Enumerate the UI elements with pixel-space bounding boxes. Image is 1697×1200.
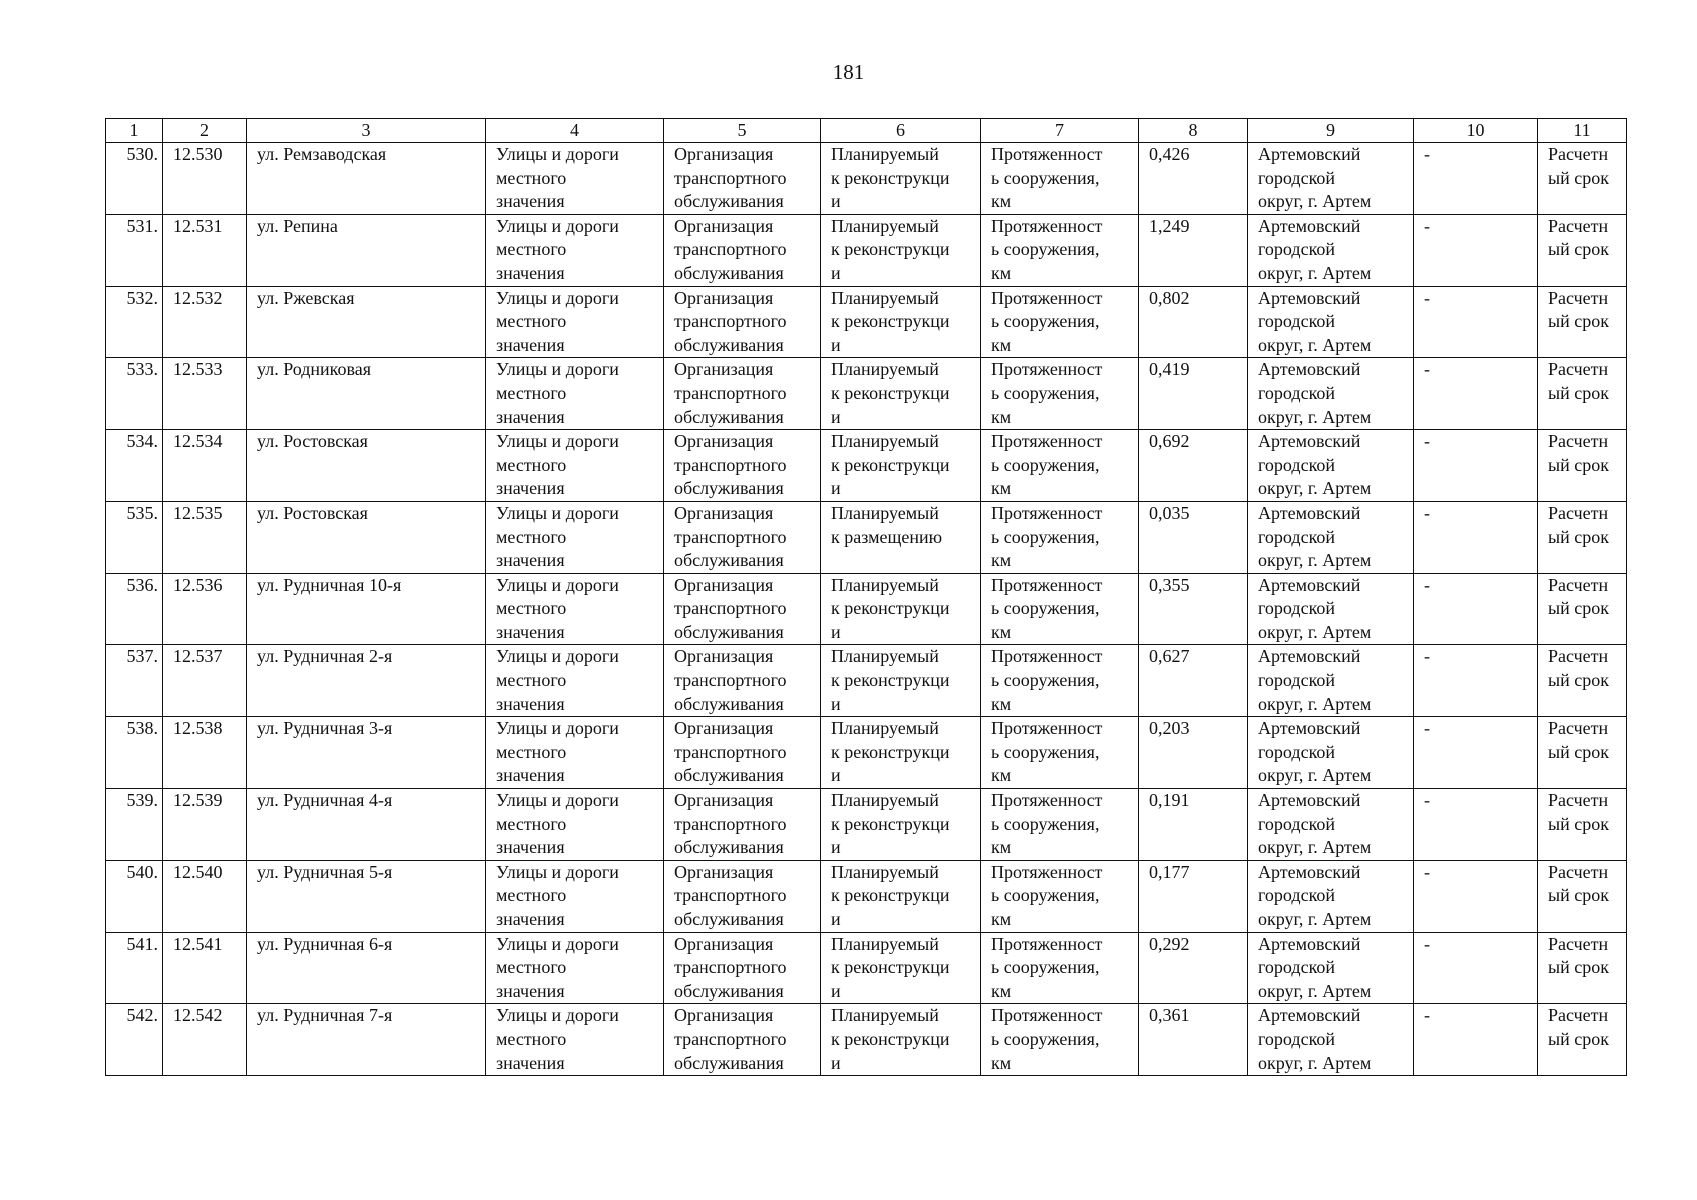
code-cell: 12.536 — [163, 573, 247, 645]
column-header: 4 — [486, 119, 664, 143]
parameter-cell: Протяженност ь сооружения, км — [981, 717, 1139, 789]
value-cell: 0,692 — [1139, 430, 1248, 502]
term-cell: Расчетн ый срок — [1538, 573, 1627, 645]
parameter-cell: Протяженност ь сооружения, км — [981, 143, 1139, 215]
object-name-cell: ул. Рудничная 6-я — [247, 932, 486, 1004]
table-row — [106, 501, 1627, 573]
page-number: 181 — [832, 60, 865, 84]
status-cell: Планируемый к реконструкци и — [821, 789, 981, 861]
purpose-cell: Организация транспортного обслуживания — [664, 645, 821, 717]
table-row — [106, 645, 1627, 717]
term-cell: Расчетн ый срок — [1538, 143, 1627, 215]
table-row — [106, 573, 1627, 645]
row-number-cell: 533. — [106, 358, 163, 430]
table-row — [106, 1004, 1627, 1076]
status-cell: Планируемый к реконструкци и — [821, 860, 981, 932]
status-cell: Планируемый к реконструкци и — [821, 358, 981, 430]
location-cell: Артемовский городской округ, г. Артем — [1248, 286, 1414, 358]
object-type-cell: Улицы и дороги местного значения — [486, 860, 664, 932]
object-name-cell: ул. Рудничная 3-я — [247, 717, 486, 789]
purpose-cell: Организация транспортного обслуживания — [664, 358, 821, 430]
code-cell: 12.542 — [163, 1004, 247, 1076]
code-cell: 12.540 — [163, 860, 247, 932]
location-cell: Артемовский городской округ, г. Артем — [1248, 1004, 1414, 1076]
row-number-cell: 539. — [106, 789, 163, 861]
header-row — [106, 119, 1627, 143]
parameter-cell: Протяженност ь сооружения, км — [981, 430, 1139, 502]
table-row — [106, 717, 1627, 789]
purpose-cell: Организация транспортного обслуживания — [664, 573, 821, 645]
object-name-cell: ул. Родниковая — [247, 358, 486, 430]
code-cell: 12.537 — [163, 645, 247, 717]
code-cell: 12.538 — [163, 717, 247, 789]
code-cell: 12.535 — [163, 501, 247, 573]
location-cell: Артемовский городской округ, г. Артем — [1248, 789, 1414, 861]
zone-cell: - — [1414, 358, 1538, 430]
purpose-cell: Организация транспортного обслуживания — [664, 214, 821, 286]
term-cell: Расчетн ый срок — [1538, 501, 1627, 573]
row-number-cell: 535. — [106, 501, 163, 573]
parameter-cell: Протяженност ь сооружения, км — [981, 358, 1139, 430]
term-cell: Расчетн ый срок — [1538, 932, 1627, 1004]
purpose-cell: Организация транспортного обслуживания — [664, 430, 821, 502]
parameter-cell: Протяженност ь сооружения, км — [981, 932, 1139, 1004]
column-header: 2 — [163, 119, 247, 143]
column-header: 3 — [247, 119, 486, 143]
table-row — [106, 286, 1627, 358]
row-number-cell: 537. — [106, 645, 163, 717]
zone-cell: - — [1414, 717, 1538, 789]
row-number-cell: 541. — [106, 932, 163, 1004]
status-cell: Планируемый к реконструкци и — [821, 645, 981, 717]
location-cell: Артемовский городской округ, г. Артем — [1248, 932, 1414, 1004]
status-cell: Планируемый к реконструкци и — [821, 573, 981, 645]
table-row — [106, 789, 1627, 861]
term-cell: Расчетн ый срок — [1538, 430, 1627, 502]
table-row — [106, 143, 1627, 215]
object-type-cell: Улицы и дороги местного значения — [486, 214, 664, 286]
zone-cell: - — [1414, 286, 1538, 358]
parameter-cell: Протяженност ь сооружения, км — [981, 789, 1139, 861]
location-cell: Артемовский городской округ, г. Артем — [1248, 501, 1414, 573]
purpose-cell: Организация транспортного обслуживания — [664, 789, 821, 861]
value-cell: 0,292 — [1139, 932, 1248, 1004]
object-type-cell: Улицы и дороги местного значения — [486, 501, 664, 573]
zone-cell: - — [1414, 932, 1538, 1004]
object-type-cell: Улицы и дороги местного значения — [486, 143, 664, 215]
value-cell: 0,361 — [1139, 1004, 1248, 1076]
purpose-cell: Организация транспортного обслуживания — [664, 501, 821, 573]
column-header: 1 — [106, 119, 163, 143]
parameter-cell: Протяженност ь сооружения, км — [981, 645, 1139, 717]
code-cell: 12.530 — [163, 143, 247, 215]
object-type-cell: Улицы и дороги местного значения — [486, 1004, 664, 1076]
object-type-cell: Улицы и дороги местного значения — [486, 358, 664, 430]
term-cell: Расчетн ый срок — [1538, 789, 1627, 861]
parameter-cell: Протяженност ь сооружения, км — [981, 860, 1139, 932]
location-cell: Артемовский городской округ, г. Артем — [1248, 214, 1414, 286]
value-cell: 0,191 — [1139, 789, 1248, 861]
status-cell: Планируемый к реконструкци и — [821, 143, 981, 215]
code-cell: 12.534 — [163, 430, 247, 502]
object-name-cell: ул. Рудничная 2-я — [247, 645, 486, 717]
object-name-cell: ул. Рудничная 5-я — [247, 860, 486, 932]
row-number-cell: 540. — [106, 860, 163, 932]
column-header: 8 — [1139, 119, 1248, 143]
column-header: 7 — [981, 119, 1139, 143]
table-row — [106, 358, 1627, 430]
purpose-cell: Организация транспортного обслуживания — [664, 932, 821, 1004]
status-cell: Планируемый к реконструкци и — [821, 430, 981, 502]
term-cell: Расчетн ый срок — [1538, 645, 1627, 717]
code-cell: 12.541 — [163, 932, 247, 1004]
zone-cell: - — [1414, 501, 1538, 573]
value-cell: 0,802 — [1139, 286, 1248, 358]
value-cell: 0,426 — [1139, 143, 1248, 215]
purpose-cell: Организация транспортного обслуживания — [664, 1004, 821, 1076]
zone-cell: - — [1414, 143, 1538, 215]
status-cell: Планируемый к реконструкци и — [821, 1004, 981, 1076]
column-header: 9 — [1248, 119, 1414, 143]
table-row — [106, 430, 1627, 502]
term-cell: Расчетн ый срок — [1538, 286, 1627, 358]
term-cell: Расчетн ый срок — [1538, 214, 1627, 286]
term-cell: Расчетн ый срок — [1538, 717, 1627, 789]
location-cell: Артемовский городской округ, г. Артем — [1248, 717, 1414, 789]
code-cell: 12.533 — [163, 358, 247, 430]
location-cell: Артемовский городской округ, г. Артем — [1248, 645, 1414, 717]
location-cell: Артемовский городской округ, г. Артем — [1248, 358, 1414, 430]
value-cell: 1,249 — [1139, 214, 1248, 286]
object-name-cell: ул. Ржевская — [247, 286, 486, 358]
status-cell: Планируемый к реконструкци и — [821, 717, 981, 789]
zone-cell: - — [1414, 214, 1538, 286]
object-name-cell: ул. Репина — [247, 214, 486, 286]
table-row — [106, 214, 1627, 286]
term-cell: Расчетн ый срок — [1538, 358, 1627, 430]
object-type-cell: Улицы и дороги местного значения — [486, 286, 664, 358]
zone-cell: - — [1414, 1004, 1538, 1076]
parameter-cell: Протяженност ь сооружения, км — [981, 286, 1139, 358]
purpose-cell: Организация транспортного обслуживания — [664, 860, 821, 932]
column-header: 10 — [1414, 119, 1538, 143]
status-cell: Планируемый к размещению — [821, 501, 981, 573]
object-name-cell: ул. Рудничная 4-я — [247, 789, 486, 861]
term-cell: Расчетн ый срок — [1538, 1004, 1627, 1076]
parameter-cell: Протяженност ь сооружения, км — [981, 573, 1139, 645]
object-name-cell: ул. Ростовская — [247, 501, 486, 573]
row-number-cell: 534. — [106, 430, 163, 502]
parameter-cell: Протяженност ь сооружения, км — [981, 214, 1139, 286]
row-number-cell: 531. — [106, 214, 163, 286]
purpose-cell: Организация транспортного обслуживания — [664, 286, 821, 358]
zone-cell: - — [1414, 789, 1538, 861]
zone-cell: - — [1414, 573, 1538, 645]
zone-cell: - — [1414, 860, 1538, 932]
code-cell: 12.532 — [163, 286, 247, 358]
value-cell: 0,627 — [1139, 645, 1248, 717]
row-number-cell: 536. — [106, 573, 163, 645]
value-cell: 0,177 — [1139, 860, 1248, 932]
column-header: 5 — [664, 119, 821, 143]
location-cell: Артемовский городской округ, г. Артем — [1248, 860, 1414, 932]
code-cell: 12.539 — [163, 789, 247, 861]
purpose-cell: Организация транспортного обслуживания — [664, 717, 821, 789]
row-number-cell: 538. — [106, 717, 163, 789]
location-cell: Артемовский городской округ, г. Артем — [1248, 573, 1414, 645]
term-cell: Расчетн ый срок — [1538, 860, 1627, 932]
object-type-cell: Улицы и дороги местного значения — [486, 573, 664, 645]
object-type-cell: Улицы и дороги местного значения — [486, 717, 664, 789]
location-cell: Артемовский городской округ, г. Артем — [1248, 430, 1414, 502]
value-cell: 0,355 — [1139, 573, 1248, 645]
object-name-cell: ул. Рудничная 7-я — [247, 1004, 486, 1076]
parameter-cell: Протяженност ь сооружения, км — [981, 501, 1139, 573]
value-cell: 0,203 — [1139, 717, 1248, 789]
value-cell: 0,035 — [1139, 501, 1248, 573]
status-cell: Планируемый к реконструкци и — [821, 214, 981, 286]
object-type-cell: Улицы и дороги местного значения — [486, 932, 664, 1004]
column-header: 6 — [821, 119, 981, 143]
location-cell: Артемовский городской округ, г. Артем — [1248, 143, 1414, 215]
status-cell: Планируемый к реконструкци и — [821, 286, 981, 358]
object-name-cell: ул. Ростовская — [247, 430, 486, 502]
object-name-cell: ул. Ремзаводская — [247, 143, 486, 215]
objects-table — [105, 118, 1627, 1076]
zone-cell: - — [1414, 430, 1538, 502]
value-cell: 0,419 — [1139, 358, 1248, 430]
object-type-cell: Улицы и дороги местного значения — [486, 645, 664, 717]
zone-cell: - — [1414, 645, 1538, 717]
parameter-cell: Протяженност ь сооружения, км — [981, 1004, 1139, 1076]
status-cell: Планируемый к реконструкци и — [821, 932, 981, 1004]
purpose-cell: Организация транспортного обслуживания — [664, 143, 821, 215]
row-number-cell: 542. — [106, 1004, 163, 1076]
code-cell: 12.531 — [163, 214, 247, 286]
table-row — [106, 932, 1627, 1004]
table-row — [106, 860, 1627, 932]
column-header: 11 — [1538, 119, 1627, 143]
object-type-cell: Улицы и дороги местного значения — [486, 789, 664, 861]
row-number-cell: 530. — [106, 143, 163, 215]
object-type-cell: Улицы и дороги местного значения — [486, 430, 664, 502]
object-name-cell: ул. Рудничная 10-я — [247, 573, 486, 645]
row-number-cell: 532. — [106, 286, 163, 358]
